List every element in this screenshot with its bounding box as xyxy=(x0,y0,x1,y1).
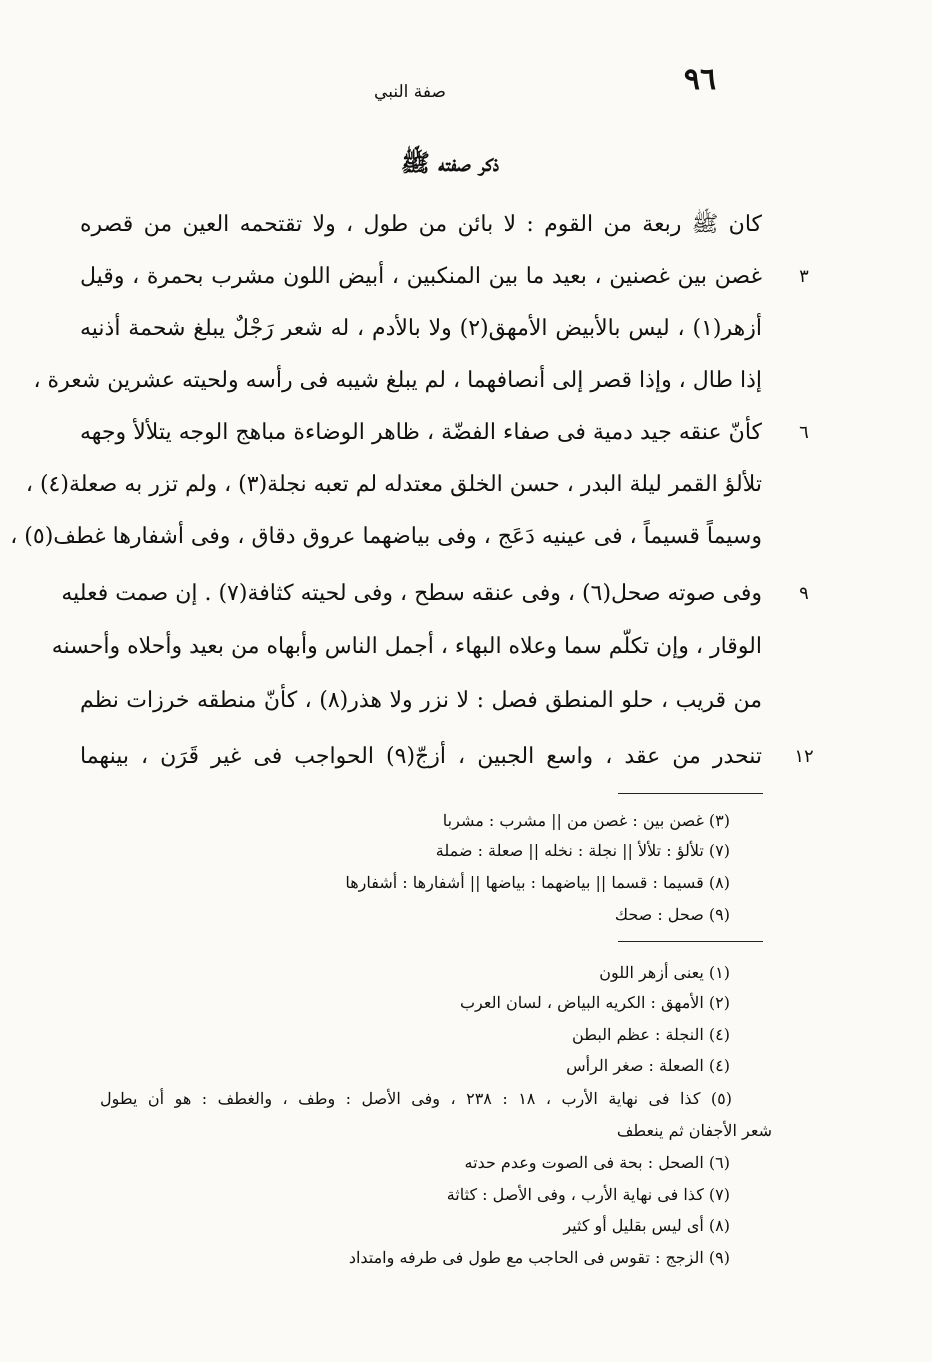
body-line: كان ﷺ ربعة من القوم : لا بائن من طول ، ولا تقتحمه العين من قصره xyxy=(80,212,762,237)
body-line: من قريب ، حلو المنطق فصل : لا نزر ولا هذر(٨) ، كأنّ منطقه خرزات نظم xyxy=(80,688,762,713)
body-line: أزهر(١) ، ليس بالأبيض الأمهق(٢) ولا بالأدم ، له شعر رَجْلٌ يبلغ شحمة أذنيه xyxy=(80,316,762,341)
body-line: وفى صوته صحل(٦) ، وفى عنقه سطح ، وفى لحيته كثافة(٧) . إن صمت فعليه xyxy=(61,581,762,606)
body-line: وسيماً قسيماً ، فى عينيه دَعَج ، وفى بياضهما عروق دقاق ، وفى أشفارها غطف(٥) ، xyxy=(10,524,762,549)
variant-note: (٧) تلألؤ : تلألأ || نجلة : نخله || صعلة : ضملة xyxy=(435,841,730,860)
footnote: (٢) الأمهق : الكريه البياض ، لسان العرب xyxy=(459,993,730,1012)
footnote: (٦) الصحل : بحة فى الصوت وعدم حدته xyxy=(464,1153,730,1172)
footnote-divider xyxy=(618,793,763,794)
body-line: الوقار ، وإن تكلّم سما وعلاه البهاء ، أجمل الناس وأبهاه من بعيد وأحلاه وأحسنه xyxy=(51,634,762,659)
section-heading: ذكر صفته ﷺ xyxy=(400,148,500,177)
line-number: ٦ xyxy=(799,422,809,443)
variant-note: (٩) صحل : صحك xyxy=(614,905,730,924)
line-number: ٣ xyxy=(799,266,809,287)
footnote: (٤) النجلة : عظم البطن xyxy=(572,1025,730,1044)
footnote: (٥) كذا فى نهاية الأرب ، ١٨ : ٢٣٨ ، وفى الأصل : وطف ، والغطف : هو أن يطول xyxy=(100,1089,732,1108)
footnote: (٧) كذا فى نهاية الأرب ، وفى الأصل : كثاثة xyxy=(446,1185,730,1204)
line-number: ٩ xyxy=(799,583,809,604)
running-header: صفة النبي xyxy=(374,82,446,102)
variant-note: (٣) غصن بين : غصن من || مشرب : مشربا xyxy=(442,811,730,830)
variant-note: (٨) قسيما : قسما || بياضهما : بياضها || أشفارها : أشفارها xyxy=(345,873,730,892)
footnote: (٩) الزجج : تقوس فى الحاجب مع طول فى طرفه وامتداد xyxy=(348,1248,730,1267)
body-line: إذا طال ، وإذا قصر إلى أنصافهما ، لم يبلغ شيبه فى رأسه ولحيته عشرين شعرة ، xyxy=(33,368,762,393)
footnote: (٨) أى ليس بقليل أو كثير xyxy=(563,1216,730,1235)
body-line: غصن بين غصنين ، بعيد ما بين المنكبين ، أبيض اللون مشرب بحمرة ، وقيل xyxy=(80,264,762,289)
footnote-continuation: شعر الأجفان ثم ينعطف xyxy=(616,1121,772,1140)
body-line: تنحدر من عقد ، واسع الجبين ، أزجّ(٩) الحواجب فى غير قَرَن ، بينهما xyxy=(80,744,762,769)
line-number: ١٢ xyxy=(794,746,814,767)
body-line: كأنّ عنقه جيد دمية فى صفاء الفضّة ، ظاهر الوضاءة مباهج الوجه يتلألأ وجهه xyxy=(80,420,762,445)
footnote-divider xyxy=(618,941,763,942)
page-number: ٩٦ xyxy=(683,62,717,97)
footnote: (٤) الصعلة : صغر الرأس xyxy=(566,1056,730,1075)
body-line: تلألؤ القمر ليلة البدر ، حسن الخلق معتدله لم تعبه نجلة(٣) ، ولم تزر به صعلة(٤) ، xyxy=(25,472,762,497)
footnote: (١) يعنى أزهر اللون xyxy=(599,963,730,982)
